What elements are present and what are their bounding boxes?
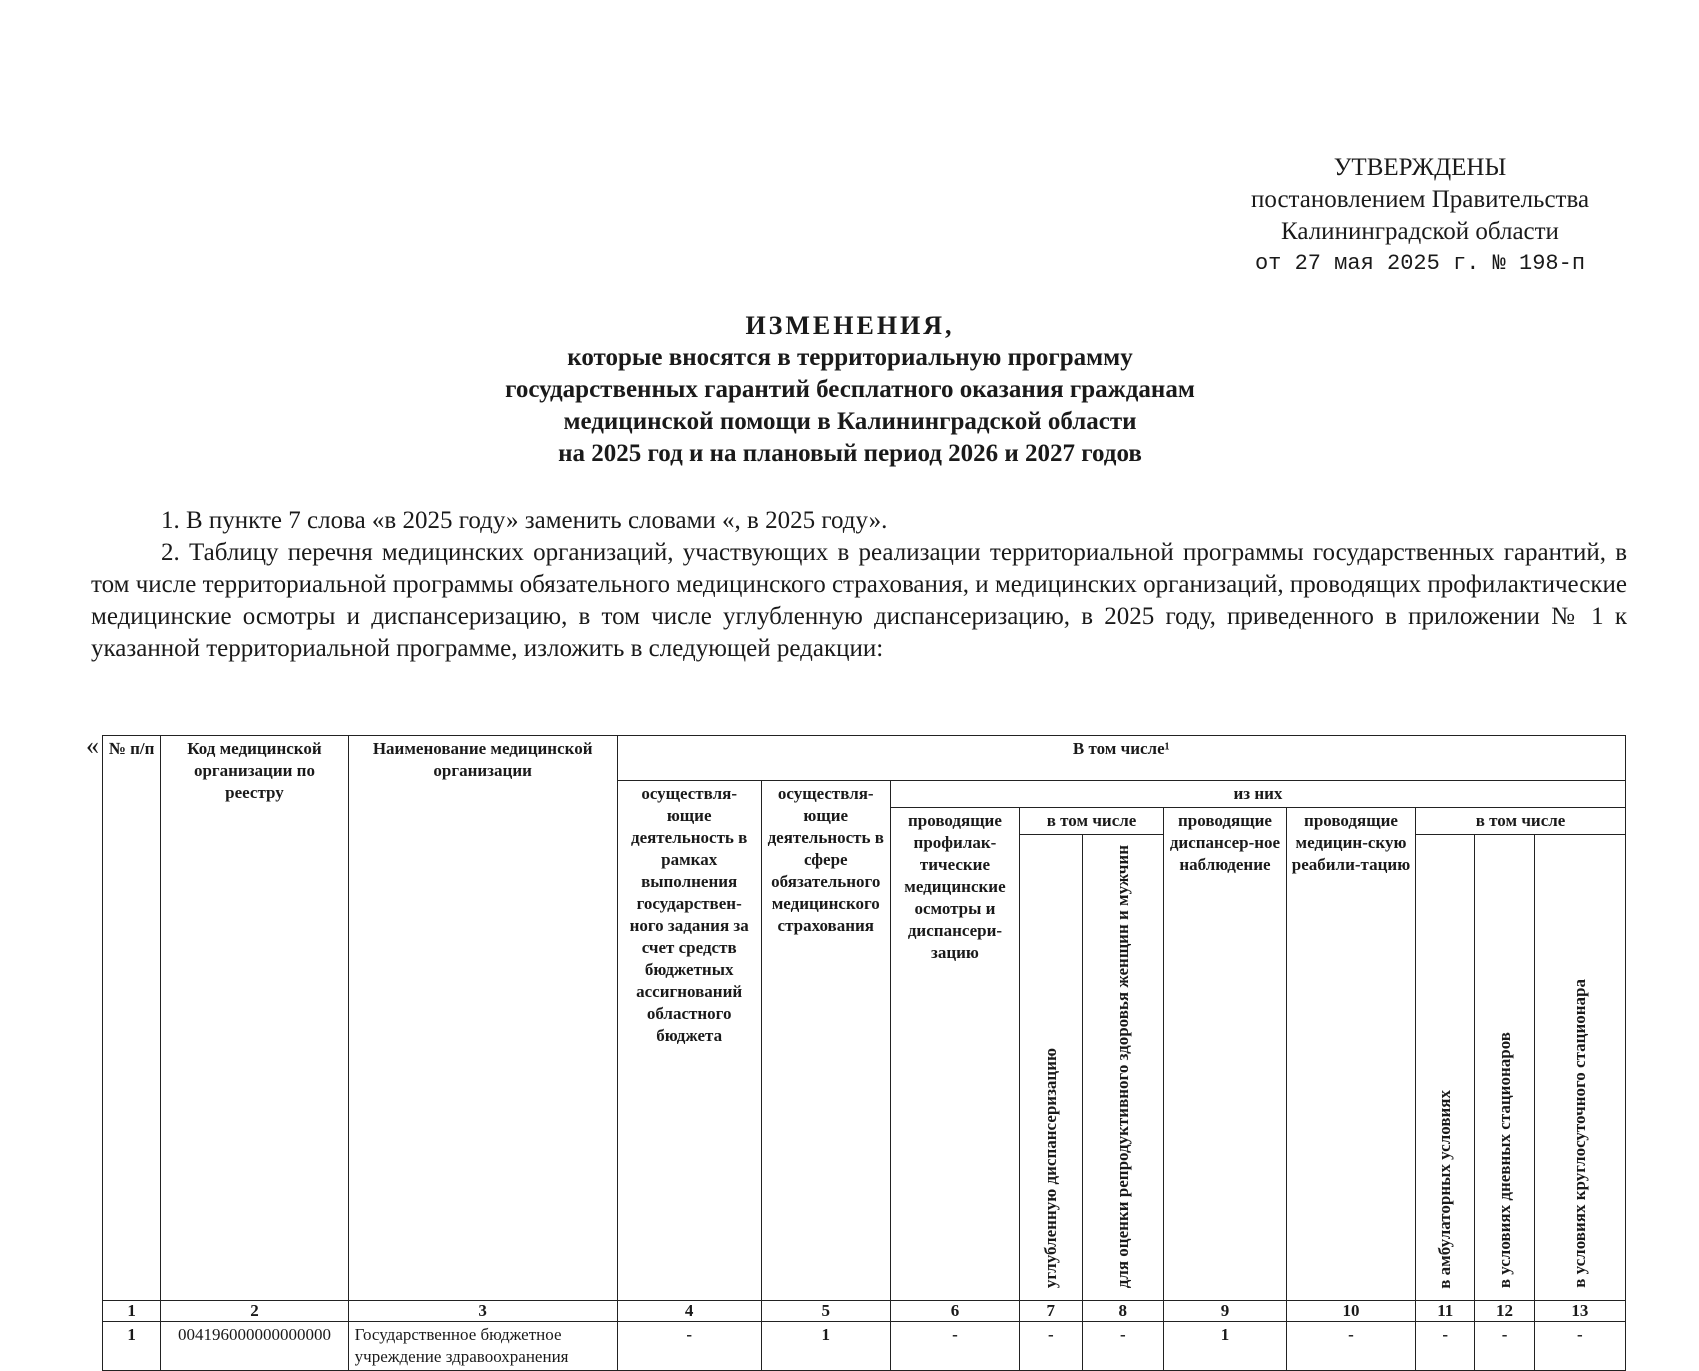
header-col-13 <box>1534 835 1625 1301</box>
header-col-8-text: для оценки репродуктивного здоровья женщин и мужчин <box>1112 845 1132 1289</box>
title-line-3: медицинской помощи в Калининградской области <box>563 408 1137 435</box>
approval-block <box>1180 152 1660 280</box>
header-col-12-text: в условиях дневных стационаров <box>1494 1032 1514 1289</box>
cell-num: 1 <box>103 1322 161 1371</box>
organizations-table <box>102 735 1626 1371</box>
column-number: 6 <box>890 1301 1019 1322</box>
column-number: 8 <box>1082 1301 1164 1322</box>
header-including: В том числе¹ <box>617 736 1625 781</box>
header-col-7 <box>1020 835 1082 1301</box>
header-num: № п/п <box>103 736 161 1301</box>
header-including-a: в том числе <box>1020 808 1164 835</box>
column-number: 4 <box>617 1301 761 1322</box>
column-number: 1 <box>103 1301 161 1322</box>
cell-col-5: 1 <box>761 1322 890 1371</box>
approval-line-1: постановлением Правительства <box>1250 186 1590 213</box>
approval-decree-date: от 27 мая 2025 г. № 198-п <box>1254 251 1586 276</box>
opening-quote: « <box>86 731 99 760</box>
table-row <box>103 1322 1626 1371</box>
cell-col-9: 1 <box>1164 1322 1287 1371</box>
header-including-b: в том числе <box>1416 808 1626 835</box>
cell-col-12: - <box>1475 1322 1534 1371</box>
header-col-5: осуществля-ющие деятельность в сфере обязательного медицинского страхования <box>761 781 890 1301</box>
header-col-13-text: в условиях круглосуточного стационара <box>1569 979 1589 1289</box>
header-code: Код медицинской организации по реестру <box>161 736 348 1301</box>
paragraph-2: 2. Таблицу перечня медицинских организаций, участвующих в реализации территориальной программы государственных гарантий, в том числе территориальной программы обязательного медицинского страхования, и медицинских организаций, проводящих профилактические медицинские осмотры и диспансеризацию, в том числе углубленную диспансеризацию, в 2025 году, приведенного в приложении № 1 к указанной территориальной программе, изложить в следующей редакции: <box>91 539 1627 662</box>
column-number: 5 <box>761 1301 890 1322</box>
document-body <box>91 505 1627 665</box>
approval-heading: УТВЕРЖДЕНЫ <box>1333 154 1507 181</box>
column-number: 10 <box>1286 1301 1415 1322</box>
cell-col-13: - <box>1534 1322 1625 1371</box>
header-name: Наименование медицинской организации <box>348 736 617 1301</box>
title-main: ИЗМЕНЕНИЯ, <box>745 311 955 340</box>
cell-col-7: - <box>1020 1322 1082 1371</box>
cell-col-6: - <box>890 1322 1019 1371</box>
paragraph-1: 1. В пункте 7 слова «в 2025 году» заменить словами «, в 2025 году». <box>161 507 888 534</box>
column-number: 2 <box>161 1301 348 1322</box>
column-number-row <box>103 1301 1626 1322</box>
column-number: 13 <box>1534 1301 1625 1322</box>
cell-name: Государственное бюджетное учреждение здравоохранения <box>348 1322 617 1371</box>
title-line-4: на 2025 год и на плановый период 2026 и 2027 годов <box>558 440 1142 467</box>
column-number: 7 <box>1020 1301 1082 1322</box>
header-col-11 <box>1416 835 1475 1301</box>
header-col-7-text: углубленную диспансеризацию <box>1040 1048 1060 1289</box>
cell-col-8: - <box>1082 1322 1164 1371</box>
column-number: 3 <box>348 1301 617 1322</box>
cell-col-11: - <box>1416 1322 1475 1371</box>
header-col-10: проводящие медицин-скую реабили-тацию <box>1286 808 1415 1301</box>
column-number: 11 <box>1416 1301 1475 1322</box>
header-col-12 <box>1475 835 1534 1301</box>
header-col-9: проводящие диспансер-ное наблюдение <box>1164 808 1287 1301</box>
column-number: 12 <box>1475 1301 1534 1322</box>
header-of-them: из них <box>890 781 1625 808</box>
approval-line-2: Калининградской области <box>1281 218 1559 245</box>
title-line-2: государственных гарантий бесплатного оказания гражданам <box>505 376 1195 403</box>
header-col-11-text: в амбулаторных условиях <box>1435 1089 1455 1289</box>
cell-col-10: - <box>1286 1322 1415 1371</box>
cell-code: 004196000000000000 <box>161 1322 348 1371</box>
title-line-1: которые вносятся в территориальную программу <box>567 344 1133 371</box>
document-title <box>300 310 1400 470</box>
header-col-8 <box>1082 835 1164 1301</box>
cell-col-4: - <box>617 1322 761 1371</box>
header-col-6: проводящие профилак-тические медицинские осмотры и диспансери-зацию <box>890 808 1019 1301</box>
header-col-4: осуществля-ющие деятельность в рамках выполнения государствен-ного задания за счет средств бюджетных ассигнований областного бюджета <box>617 781 761 1301</box>
column-number: 9 <box>1164 1301 1287 1322</box>
